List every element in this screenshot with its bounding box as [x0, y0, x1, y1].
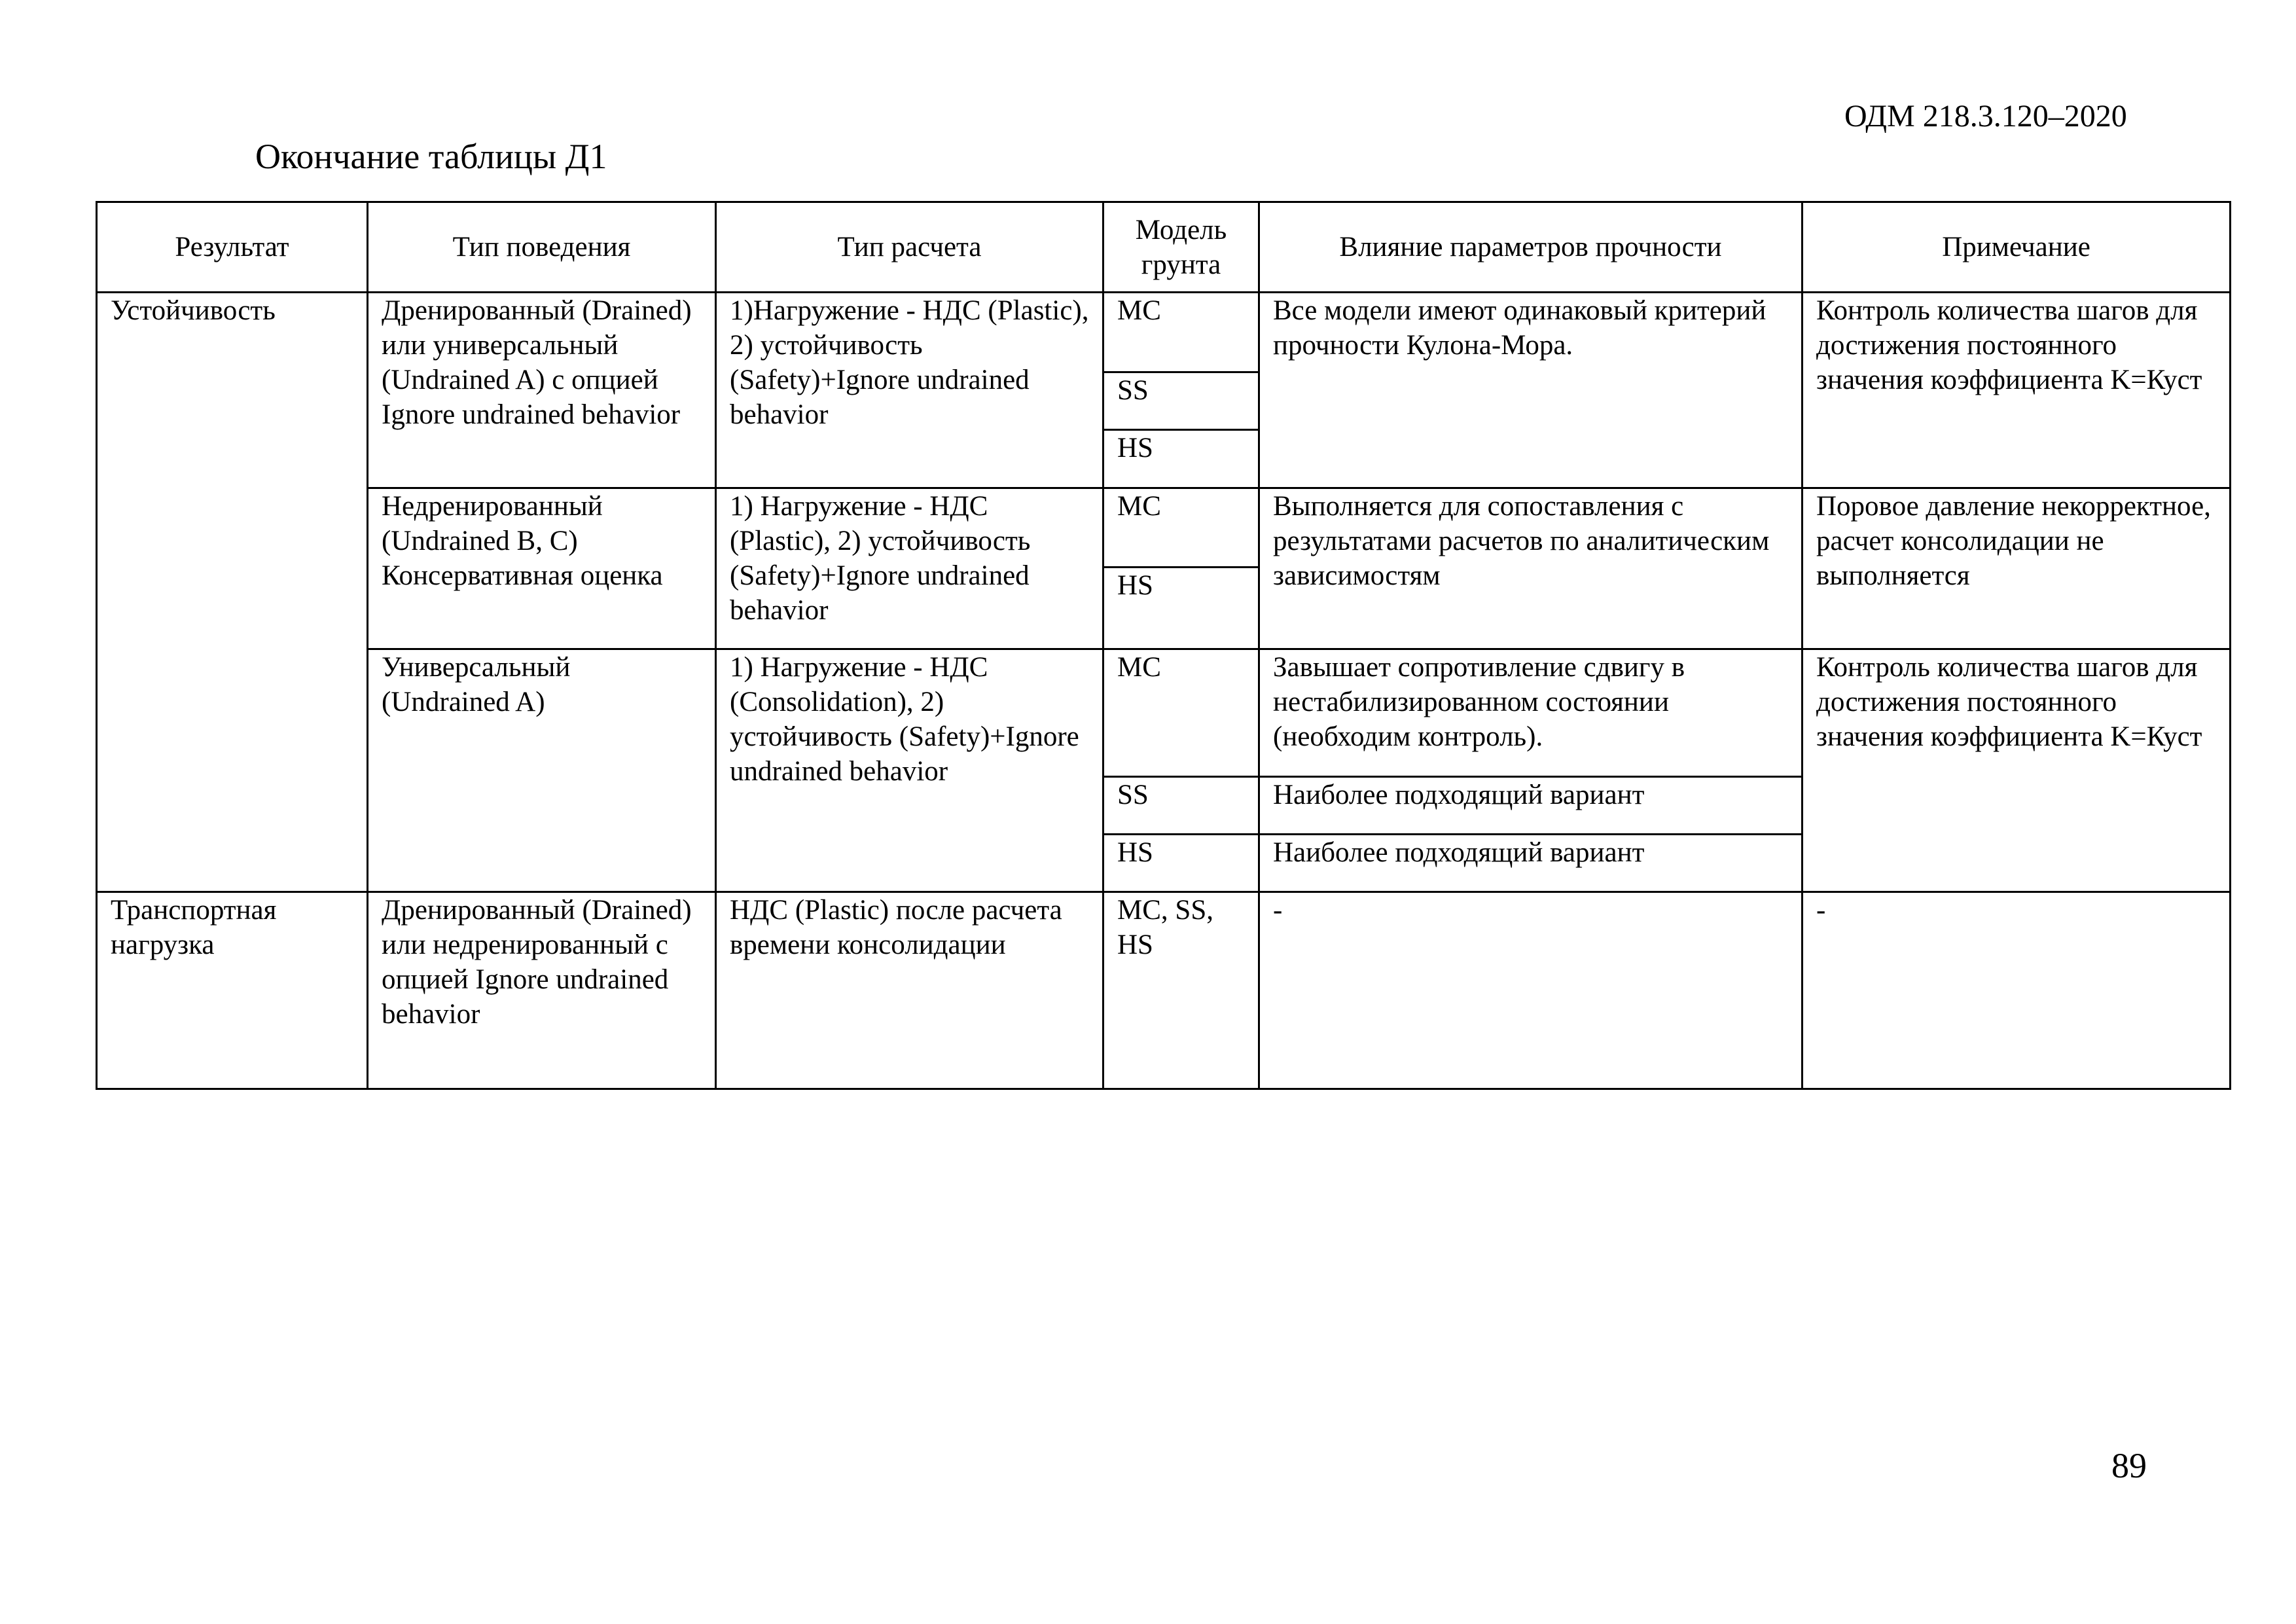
cell-strength-influence: -	[1259, 892, 1803, 1089]
page-number: 89	[2111, 1446, 2147, 1485]
cell-behavior: Дренированный (Drained) или универсальный (Undrained A) с опцией Ignore undrained behavior	[368, 293, 716, 488]
header-behavior: Тип поведения	[368, 202, 716, 293]
cell-soil-model: HS	[1103, 568, 1259, 649]
cell-behavior: Дренированный (Drained) или недренированный с опцией Ignore undrained behavior	[368, 892, 716, 1089]
header-row	[97, 202, 2231, 293]
cell-note: Контроль количества шагов для достижения постоянного значения коэффициента K=Куст	[1803, 293, 2231, 488]
cell-behavior: Универсальный (Undrained A)	[368, 649, 716, 892]
table-body	[97, 293, 2231, 1089]
cell-calc-type: 1)Нагружение - НДС (Plastic), 2) устойчивость (Safety)+Ignore undrained behavior	[716, 293, 1103, 488]
cell-behavior: Недренированный (Undrained B, C) Консервативная оценка	[368, 488, 716, 649]
cell-calc-type: НДС (Plastic) после расчета времени консолидации	[716, 892, 1103, 1089]
cell-strength-influence: Все модели имеют одинаковый критерий прочности Кулона-Мора.	[1259, 293, 1803, 488]
cell-soil-model: SS	[1103, 372, 1259, 430]
header-note: Примечание	[1803, 202, 2231, 293]
cell-strength-influence: Завышает сопротивление сдвигу в нестабилизированном состоянии (необходим контроль).	[1259, 649, 1803, 777]
cell-soil-model: HS	[1103, 835, 1259, 892]
table-row	[97, 293, 2231, 372]
cell-strength-influence: Наиболее подходящий вариант	[1259, 777, 1803, 835]
cell-result: Транспортная нагрузка	[97, 892, 368, 1089]
cell-calc-type: 1) Нагружение - НДС (Plastic), 2) устойчивость (Safety)+Ignore undrained behavior	[716, 488, 1103, 649]
cell-soil-model: MC, SS, HS	[1103, 892, 1259, 1089]
cell-soil-model: MC	[1103, 293, 1259, 372]
cell-note: -	[1803, 892, 2231, 1089]
cell-soil-model: HS	[1103, 430, 1259, 488]
cell-note: Контроль количества шагов для достижения постоянного значения коэффициента K=Куст	[1803, 649, 2231, 892]
cell-strength-influence: Наиболее подходящий вариант	[1259, 835, 1803, 892]
cell-soil-model: MC	[1103, 488, 1259, 568]
table-header	[97, 202, 2231, 293]
table-row	[97, 892, 2231, 1089]
table-row	[97, 488, 2231, 568]
header-calc-type: Тип расчета	[716, 202, 1103, 293]
cell-soil-model: SS	[1103, 777, 1259, 835]
table-row	[97, 649, 2231, 777]
cell-soil-model: MC	[1103, 649, 1259, 777]
header-result: Результат	[97, 202, 368, 293]
header-strength-influence: Влияние параметров прочности	[1259, 202, 1803, 293]
cell-strength-influence: Выполняется для сопоставления с результатами расчетов по аналитическим зависимостям	[1259, 488, 1803, 649]
table-caption: Окончание таблицы Д1	[255, 137, 607, 176]
cell-result: Устойчивость	[97, 293, 368, 892]
cell-note: Поровое давление некорректное, расчет консолидации не выполняется	[1803, 488, 2231, 649]
cell-calc-type: 1) Нагружение - НДС (Consolidation), 2) устойчивость (Safety)+Ignore undrained behavior	[716, 649, 1103, 892]
data-table	[96, 201, 2231, 1090]
document-code: ОДМ 218.3.120–2020	[1844, 99, 2127, 134]
header-soil-model: Модель грунта	[1103, 202, 1259, 293]
